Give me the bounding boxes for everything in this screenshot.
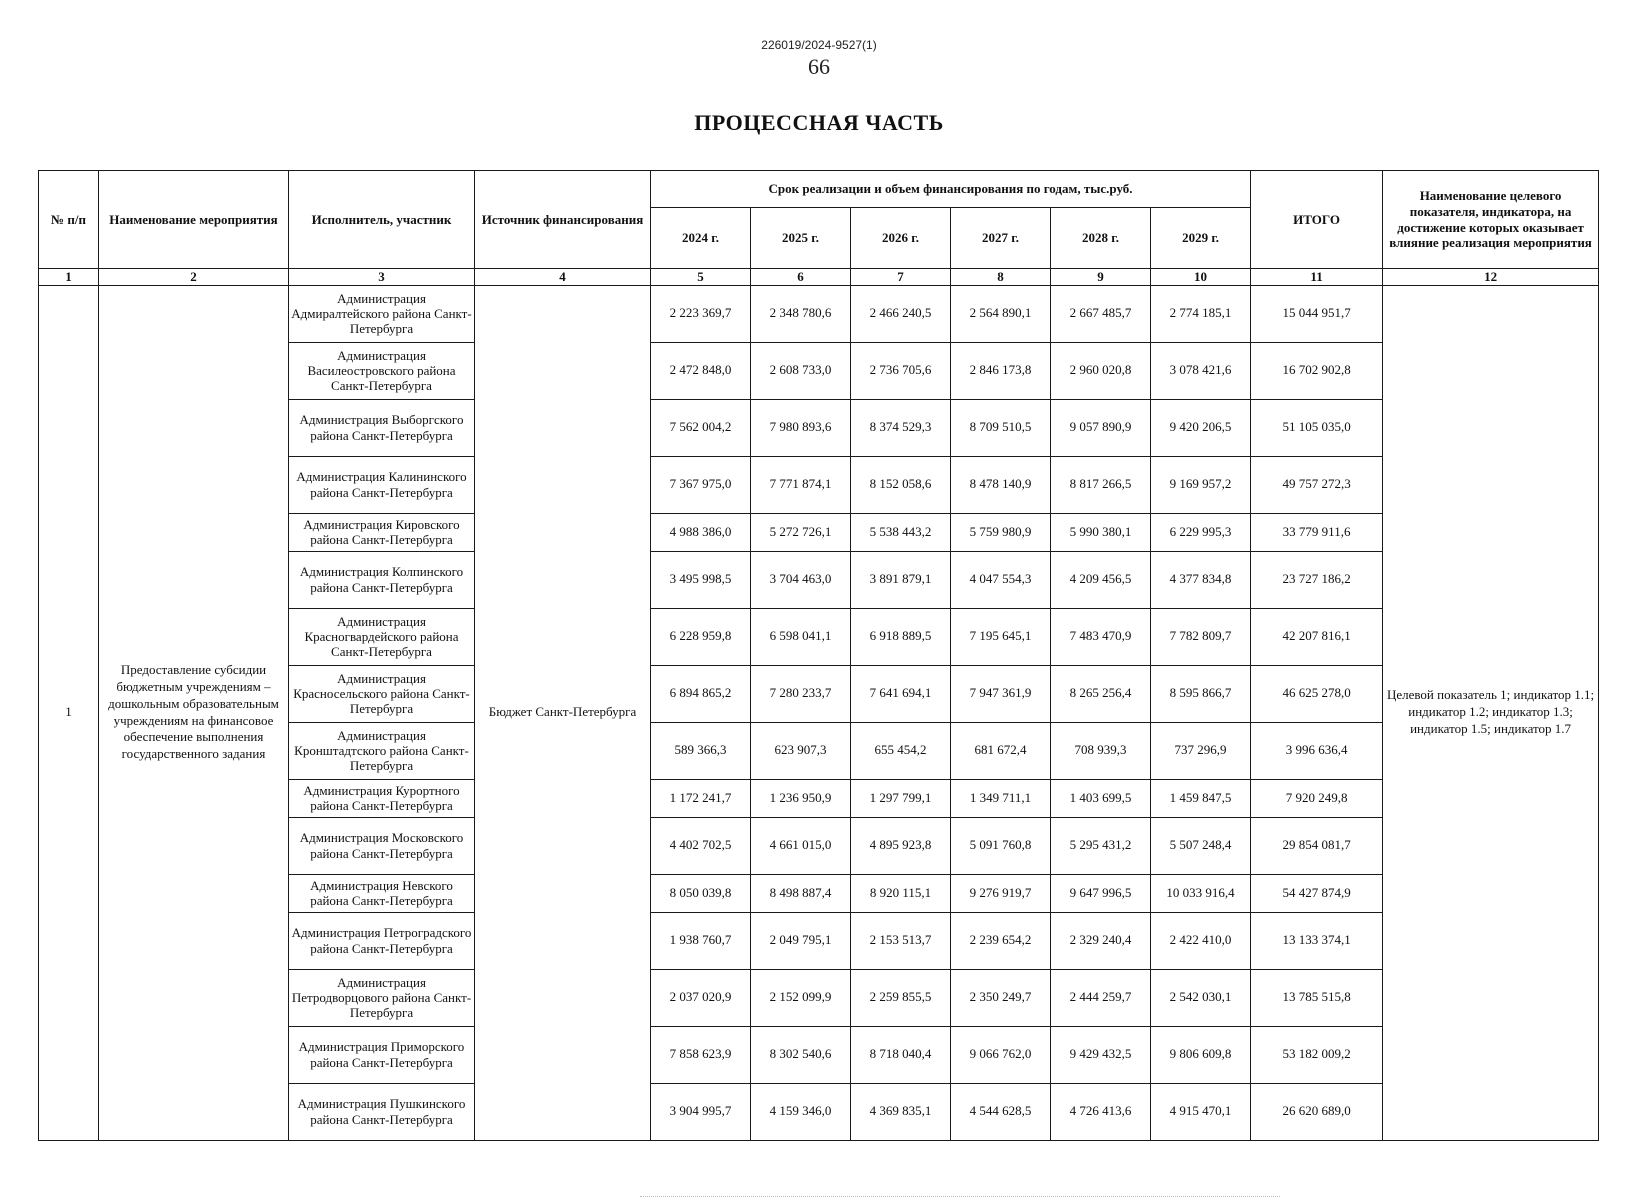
column-number: 12 <box>1383 269 1599 286</box>
total-cell: 7 920 249,8 <box>1251 779 1383 817</box>
amount-cell: 4 895 923,8 <box>851 817 951 874</box>
amount-cell: 7 771 874,1 <box>751 456 851 513</box>
executor-cell: Администрация Приморского района Санкт-Петербурга <box>289 1026 475 1083</box>
total-cell: 23 727 186,2 <box>1251 551 1383 608</box>
amount-cell: 3 495 998,5 <box>651 551 751 608</box>
total-cell: 15 044 951,7 <box>1251 285 1383 342</box>
header-total: ИТОГО <box>1251 171 1383 269</box>
amount-cell: 6 918 889,5 <box>851 608 951 665</box>
amount-cell: 4 544 628,5 <box>951 1083 1051 1140</box>
amount-cell: 7 980 893,6 <box>751 399 851 456</box>
amount-cell: 5 538 443,2 <box>851 513 951 551</box>
amount-cell: 7 782 809,7 <box>1151 608 1251 665</box>
amount-cell: 9 420 206,5 <box>1151 399 1251 456</box>
amount-cell: 9 806 609,8 <box>1151 1026 1251 1083</box>
total-cell: 46 625 278,0 <box>1251 665 1383 722</box>
amount-cell: 2 960 020,8 <box>1051 342 1151 399</box>
header-event: Наименование мероприятия <box>99 171 289 269</box>
amount-cell: 6 228 959,8 <box>651 608 751 665</box>
amount-cell: 4 726 413,6 <box>1051 1083 1151 1140</box>
table-row <box>39 285 1599 342</box>
amount-cell: 6 598 041,1 <box>751 608 851 665</box>
executor-cell: Администрация Адмиралтейского района Санкт-Петербурга <box>289 285 475 342</box>
item-number: 1 <box>39 285 99 1140</box>
amount-cell: 4 159 346,0 <box>751 1083 851 1140</box>
total-cell: 13 785 515,8 <box>1251 969 1383 1026</box>
column-number: 10 <box>1151 269 1251 286</box>
header-indicator: Наименование целевого показателя, индикатора, на достижение которых оказывает влияние реализация мероприятия <box>1383 171 1599 269</box>
total-cell: 13 133 374,1 <box>1251 912 1383 969</box>
header-year: 2029 г. <box>1151 208 1251 269</box>
amount-cell: 4 988 386,0 <box>651 513 751 551</box>
amount-cell: 4 209 456,5 <box>1051 551 1151 608</box>
amount-cell: 5 759 980,9 <box>951 513 1051 551</box>
column-number: 9 <box>1051 269 1151 286</box>
amount-cell: 9 057 890,9 <box>1051 399 1151 456</box>
table-header <box>39 171 1599 286</box>
document-registration-number: 226019/2024-9527(1) <box>761 38 877 52</box>
executor-cell: Администрация Василеостровского района Санкт-Петербурга <box>289 342 475 399</box>
amount-cell: 4 661 015,0 <box>751 817 851 874</box>
amount-cell: 8 817 266,5 <box>1051 456 1151 513</box>
amount-cell: 8 374 529,3 <box>851 399 951 456</box>
amount-cell: 2 239 654,2 <box>951 912 1051 969</box>
executor-cell: Администрация Выборгского района Санкт-Петербурга <box>289 399 475 456</box>
column-numbers-row <box>39 269 1599 286</box>
amount-cell: 2 444 259,7 <box>1051 969 1151 1026</box>
amount-cell: 9 429 432,5 <box>1051 1026 1151 1083</box>
amount-cell: 2 472 848,0 <box>651 342 751 399</box>
column-number: 4 <box>475 269 651 286</box>
executor-cell: Администрация Колпинского района Санкт-Петербурга <box>289 551 475 608</box>
executor-cell: Администрация Невского района Санкт-Петербурга <box>289 874 475 912</box>
amount-cell: 3 904 995,7 <box>651 1083 751 1140</box>
total-cell: 42 207 816,1 <box>1251 608 1383 665</box>
page-number: 66 <box>808 54 830 79</box>
column-number: 1 <box>39 269 99 286</box>
amount-cell: 2 608 733,0 <box>751 342 851 399</box>
amount-cell: 3 078 421,6 <box>1151 342 1251 399</box>
amount-cell: 655 454,2 <box>851 722 951 779</box>
amount-cell: 1 349 711,1 <box>951 779 1051 817</box>
amount-cell: 3 891 879,1 <box>851 551 951 608</box>
amount-cell: 5 295 431,2 <box>1051 817 1151 874</box>
amount-cell: 737 296,9 <box>1151 722 1251 779</box>
amount-cell: 7 641 694,1 <box>851 665 951 722</box>
column-number: 11 <box>1251 269 1383 286</box>
amount-cell: 2 153 513,7 <box>851 912 951 969</box>
amount-cell: 4 047 554,3 <box>951 551 1051 608</box>
amount-cell: 2 774 185,1 <box>1151 285 1251 342</box>
executor-cell: Администрация Калининского района Санкт-Петербурга <box>289 456 475 513</box>
amount-cell: 8 478 140,9 <box>951 456 1051 513</box>
column-number: 7 <box>851 269 951 286</box>
amount-cell: 4 402 702,5 <box>651 817 751 874</box>
amount-cell: 2 667 485,7 <box>1051 285 1151 342</box>
amount-cell: 7 367 975,0 <box>651 456 751 513</box>
amount-cell: 2 223 369,7 <box>651 285 751 342</box>
table-body <box>39 285 1599 1140</box>
amount-cell: 2 564 890,1 <box>951 285 1051 342</box>
financing-table <box>38 170 1599 1141</box>
amount-cell: 7 858 623,9 <box>651 1026 751 1083</box>
page-title: ПРОЦЕССНАЯ ЧАСТЬ <box>694 110 944 135</box>
column-number: 6 <box>751 269 851 286</box>
amount-cell: 708 939,3 <box>1051 722 1151 779</box>
amount-cell: 8 718 040,4 <box>851 1026 951 1083</box>
amount-cell: 9 647 996,5 <box>1051 874 1151 912</box>
header-year: 2027 г. <box>951 208 1051 269</box>
header-year: 2028 г. <box>1051 208 1151 269</box>
amount-cell: 3 704 463,0 <box>751 551 851 608</box>
amount-cell: 2 466 240,5 <box>851 285 951 342</box>
amount-cell: 1 938 760,7 <box>651 912 751 969</box>
amount-cell: 7 947 361,9 <box>951 665 1051 722</box>
executor-cell: Администрация Кронштадтского района Санкт-Петербурга <box>289 722 475 779</box>
amount-cell: 8 265 256,4 <box>1051 665 1151 722</box>
amount-cell: 1 172 241,7 <box>651 779 751 817</box>
amount-cell: 8 709 510,5 <box>951 399 1051 456</box>
amount-cell: 7 280 233,7 <box>751 665 851 722</box>
header-period: Срок реализации и объем финансирования по годам, тыс.руб. <box>651 171 1251 208</box>
amount-cell: 2 422 410,0 <box>1151 912 1251 969</box>
total-cell: 51 105 035,0 <box>1251 399 1383 456</box>
column-number: 3 <box>289 269 475 286</box>
amount-cell: 2 542 030,1 <box>1151 969 1251 1026</box>
amount-cell: 9 276 919,7 <box>951 874 1051 912</box>
amount-cell: 1 236 950,9 <box>751 779 851 817</box>
header-executor: Исполнитель, участник <box>289 171 475 269</box>
amount-cell: 4 369 835,1 <box>851 1083 951 1140</box>
amount-cell: 5 091 760,8 <box>951 817 1051 874</box>
executor-cell: Администрация Курортного района Санкт-Петербурга <box>289 779 475 817</box>
total-cell: 33 779 911,6 <box>1251 513 1383 551</box>
total-cell: 16 702 902,8 <box>1251 342 1383 399</box>
amount-cell: 681 672,4 <box>951 722 1051 779</box>
amount-cell: 2 350 249,7 <box>951 969 1051 1026</box>
total-cell: 3 996 636,4 <box>1251 722 1383 779</box>
column-number: 8 <box>951 269 1051 286</box>
executor-cell: Администрация Красносельского района Санкт-Петербурга <box>289 665 475 722</box>
amount-cell: 589 366,3 <box>651 722 751 779</box>
amount-cell: 8 302 540,6 <box>751 1026 851 1083</box>
header-year: 2026 г. <box>851 208 951 269</box>
amount-cell: 10 033 916,4 <box>1151 874 1251 912</box>
amount-cell: 9 066 762,0 <box>951 1026 1051 1083</box>
amount-cell: 8 050 039,8 <box>651 874 751 912</box>
financing-source: Бюджет Санкт-Петербурга <box>475 285 651 1140</box>
executor-cell: Администрация Московского района Санкт-Петербурга <box>289 817 475 874</box>
executor-cell: Администрация Петроградского района Санкт-Петербурга <box>289 912 475 969</box>
amount-cell: 8 152 058,6 <box>851 456 951 513</box>
executor-cell: Администрация Кировского района Санкт-Петербурга <box>289 513 475 551</box>
executor-cell: Администрация Красногвардейского района Санкт-Петербурга <box>289 608 475 665</box>
amount-cell: 7 562 004,2 <box>651 399 751 456</box>
amount-cell: 9 169 957,2 <box>1151 456 1251 513</box>
amount-cell: 2 329 240,4 <box>1051 912 1151 969</box>
total-cell: 49 757 272,3 <box>1251 456 1383 513</box>
amount-cell: 2 259 855,5 <box>851 969 951 1026</box>
header-year: 2025 г. <box>751 208 851 269</box>
amount-cell: 7 483 470,9 <box>1051 608 1151 665</box>
total-cell: 29 854 081,7 <box>1251 817 1383 874</box>
amount-cell: 7 195 645,1 <box>951 608 1051 665</box>
scan-artifact-line <box>640 1196 1280 1199</box>
amount-cell: 5 507 248,4 <box>1151 817 1251 874</box>
column-number: 2 <box>99 269 289 286</box>
amount-cell: 2 348 780,6 <box>751 285 851 342</box>
amount-cell: 8 595 866,7 <box>1151 665 1251 722</box>
amount-cell: 1 459 847,5 <box>1151 779 1251 817</box>
amount-cell: 8 498 887,4 <box>751 874 851 912</box>
amount-cell: 4 915 470,1 <box>1151 1083 1251 1140</box>
amount-cell: 6 894 865,2 <box>651 665 751 722</box>
total-cell: 54 427 874,9 <box>1251 874 1383 912</box>
header-row <box>39 171 1599 208</box>
amount-cell: 1 403 699,5 <box>1051 779 1151 817</box>
total-cell: 26 620 689,0 <box>1251 1083 1383 1140</box>
amount-cell: 6 229 995,3 <box>1151 513 1251 551</box>
amount-cell: 2 152 099,9 <box>751 969 851 1026</box>
amount-cell: 1 297 799,1 <box>851 779 951 817</box>
header-num: № п/п <box>39 171 99 269</box>
executor-cell: Администрация Пушкинского района Санкт-Петербурга <box>289 1083 475 1140</box>
executor-cell: Администрация Петродворцового района Санкт-Петербурга <box>289 969 475 1026</box>
amount-cell: 623 907,3 <box>751 722 851 779</box>
column-number: 5 <box>651 269 751 286</box>
target-indicator: Целевой показатель 1; индикатор 1.1; индикатор 1.2; индикатор 1.3; индикатор 1.5; индикатор 1.7 <box>1383 285 1599 1140</box>
amount-cell: 4 377 834,8 <box>1151 551 1251 608</box>
amount-cell: 5 272 726,1 <box>751 513 851 551</box>
amount-cell: 2 736 705,6 <box>851 342 951 399</box>
amount-cell: 2 037 020,9 <box>651 969 751 1026</box>
amount-cell: 2 846 173,8 <box>951 342 1051 399</box>
header-year: 2024 г. <box>651 208 751 269</box>
amount-cell: 5 990 380,1 <box>1051 513 1151 551</box>
total-cell: 53 182 009,2 <box>1251 1026 1383 1083</box>
amount-cell: 2 049 795,1 <box>751 912 851 969</box>
event-name: Предоставление субсидии бюджетным учреждениям – дошкольным образовательным учреждениям на финансовое обеспечение выполнения государственного задания <box>99 285 289 1140</box>
amount-cell: 8 920 115,1 <box>851 874 951 912</box>
header-source: Источник финансирования <box>475 171 651 269</box>
